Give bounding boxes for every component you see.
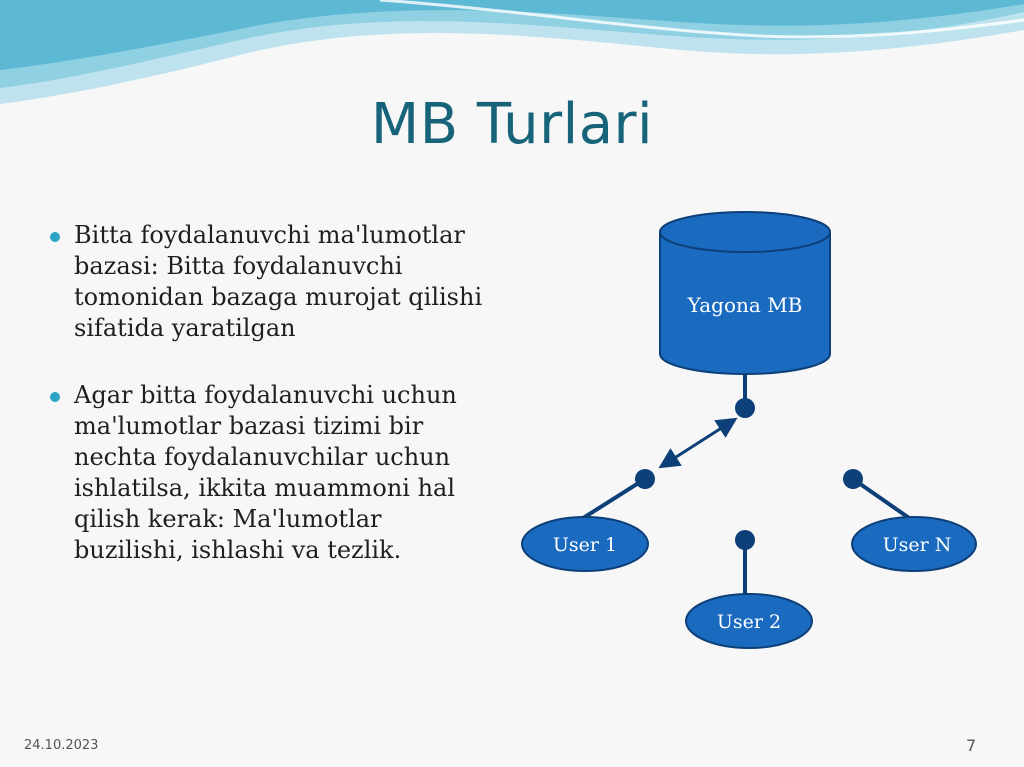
userN-connector-line (853, 479, 912, 520)
userN-label: User N (882, 534, 952, 556)
bullet-text: Bitta foydalanuvchi ma'lumotlar bazasi: Bitta foydalanuvchi tomonidan bazaga murojat qilishi sifatida yaratilgan (74, 221, 483, 342)
user2-connector-node (735, 530, 755, 550)
db-connector-node (735, 398, 755, 418)
user1-connector-line (580, 479, 645, 520)
user1-connector-node (635, 469, 655, 489)
double-arrow-connector (662, 420, 734, 466)
footer-page-number: 7 (966, 736, 977, 755)
page-title: MB Turlari (370, 92, 654, 157)
user2-label: User 2 (716, 611, 782, 633)
footer-date: 24.10.2023 (24, 738, 99, 753)
user1-label: User 1 (552, 534, 618, 556)
database-label: Yagona MB (687, 293, 803, 317)
bullet-text: Agar bitta foydalanuvchi uchun ma'lumotlar bazasi tizimi bir nechta foydalanuvchilar uchun ishlatilsa, ikkita muammoni hal qilish kerak: Ma'lumotlar buzilishi, ishlashi va tezlik. (74, 381, 457, 564)
userN-connector-node (843, 469, 863, 489)
